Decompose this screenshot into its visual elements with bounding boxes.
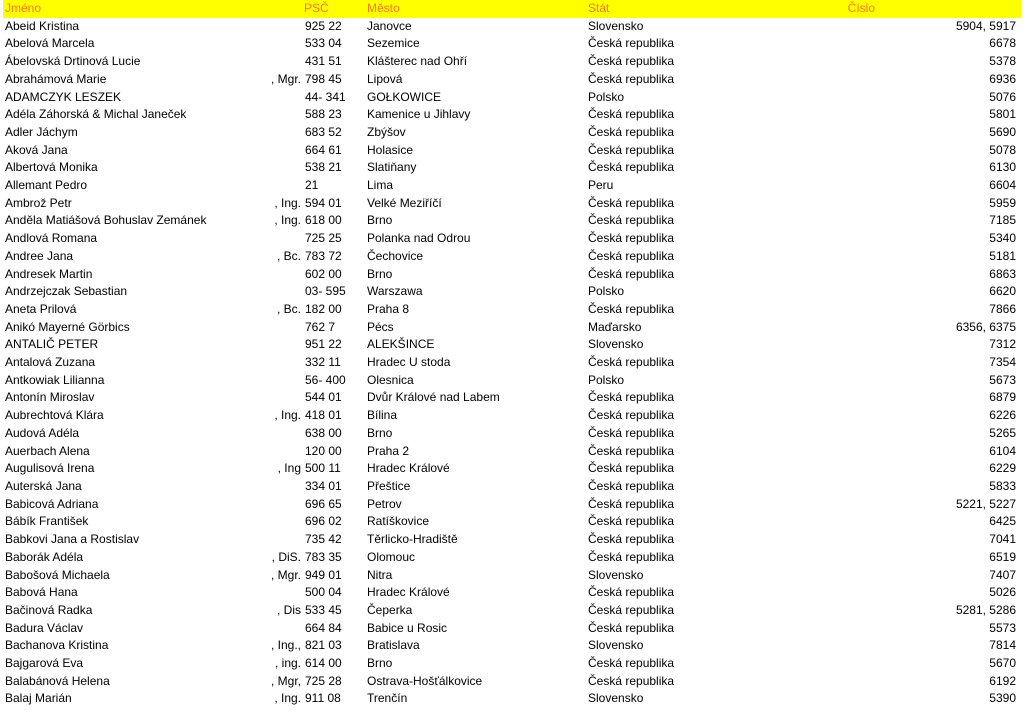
cell-psc: 696 65 <box>305 496 342 511</box>
cell-state: Slovensko <box>588 691 644 706</box>
cell-number: 6863 <box>989 266 1016 281</box>
cell-city: Brno <box>367 213 393 228</box>
cell-psc: 533 45 <box>305 602 342 617</box>
cell-title <box>265 266 302 284</box>
cell-number: 5573 <box>989 620 1016 635</box>
cell-name: Aková Jana <box>5 142 68 157</box>
cell-title <box>265 106 302 124</box>
cell-number: 7185 <box>989 213 1016 228</box>
cell-title <box>265 142 302 160</box>
cell-state: Česká republika <box>588 443 675 458</box>
cell-psc: 538 21 <box>305 160 342 175</box>
cell-city: ALEKŠINCE <box>367 337 435 352</box>
cell-title <box>265 124 302 142</box>
cell-title <box>265 354 302 372</box>
cell-state: Slovensko <box>588 567 644 582</box>
cell-state: Polsko <box>588 89 625 104</box>
cell-psc: 500 11 <box>305 461 341 476</box>
cell-title: , Bc. <box>276 301 301 316</box>
table-row <box>3 35 1021 53</box>
cell-state: Česká republika <box>588 71 675 86</box>
cell-title <box>265 18 302 36</box>
table-row <box>3 389 1021 407</box>
table-row <box>3 531 1021 549</box>
table-row <box>3 89 1021 107</box>
contacts-table <box>3 0 1021 708</box>
cell-number: 6192 <box>989 673 1016 688</box>
cell-name: Bačinová Radka <box>5 602 93 617</box>
cell-name: ANTALIČ PETER <box>5 337 99 352</box>
table-row <box>3 142 1021 160</box>
cell-psc: 949 01 <box>305 567 342 582</box>
cell-city: Hradec Králové <box>367 585 450 600</box>
header-title <box>265 0 302 18</box>
cell-city: Brno <box>367 656 393 671</box>
cell-city: Polanka nad Odrou <box>367 231 471 246</box>
cell-psc: 762 7 <box>305 319 336 334</box>
table-row <box>3 230 1021 248</box>
cell-name: Adéla Záhorská & Michal Janeček <box>5 107 187 122</box>
cell-psc: 735 42 <box>305 532 342 547</box>
cell-state: Česká republika <box>588 301 675 316</box>
cell-name: Bachanova Kristina <box>5 638 109 653</box>
cell-name: Aneta Prilová <box>5 301 77 316</box>
cell-state: Česká republika <box>588 673 675 688</box>
cell-title <box>265 531 302 549</box>
cell-title <box>265 620 302 638</box>
cell-title: , Ing. <box>274 213 301 228</box>
cell-psc: 618 00 <box>305 213 342 228</box>
cell-psc: 683 52 <box>305 124 342 139</box>
cell-name: Andree Jana <box>5 248 74 263</box>
cell-name: Bábík František <box>5 514 89 529</box>
table-row <box>3 690 1021 708</box>
cell-name: Babkovi Jana a Rostislav <box>5 532 140 547</box>
cell-title <box>265 478 302 496</box>
cell-number: 7407 <box>989 567 1016 582</box>
cell-state: Česká republika <box>588 195 675 210</box>
header-row <box>3 0 1021 18</box>
cell-state: Česká republika <box>588 355 675 370</box>
cell-name: Allemant Pedro <box>5 178 88 193</box>
cell-state: Polsko <box>588 372 625 387</box>
cell-city: Olomouc <box>367 549 416 564</box>
cell-number: 5076 <box>989 89 1016 104</box>
cell-title <box>265 389 302 407</box>
cell-state: Česká republika <box>588 549 675 564</box>
cell-title: , Ing. <box>274 691 301 706</box>
table-row <box>3 372 1021 390</box>
cell-state: Česká republika <box>588 620 675 635</box>
cell-state: Česká republika <box>588 390 675 405</box>
cell-city: Praha 2 <box>367 443 410 458</box>
cell-state: Peru <box>588 178 614 193</box>
cell-psc: 332 11 <box>305 355 341 370</box>
table-row <box>3 283 1021 301</box>
cell-city: Olesnica <box>367 372 414 387</box>
cell-state: Česká republika <box>588 213 675 228</box>
cell-state: Česká republika <box>588 266 675 281</box>
cell-number: 6226 <box>989 408 1016 423</box>
cell-title: , Ing. <box>274 408 301 423</box>
table-row <box>3 18 1021 36</box>
cell-number: 6604 <box>989 178 1016 193</box>
cell-number: 5378 <box>989 54 1016 69</box>
table-row <box>3 106 1021 124</box>
cell-state: Polsko <box>588 284 625 299</box>
cell-psc: 182 00 <box>305 301 342 316</box>
cell-psc: 544 01 <box>305 390 342 405</box>
table-row <box>3 513 1021 531</box>
table-row <box>3 496 1021 514</box>
table-row <box>3 425 1021 443</box>
cell-name: Baborák Adéla <box>5 549 84 564</box>
cell-city: Babice u Rosic <box>367 620 448 635</box>
cell-number: 7312 <box>989 337 1016 352</box>
cell-title <box>265 443 302 461</box>
cell-city: Brno <box>367 425 393 440</box>
cell-number: 5904, 5917 <box>955 18 1016 33</box>
cell-psc: 638 00 <box>305 425 342 440</box>
cell-psc: 664 84 <box>305 620 342 635</box>
cell-city: Petrov <box>367 496 402 511</box>
cell-number: 5181 <box>989 248 1016 263</box>
cell-city: GOŁKOWICE <box>367 89 442 104</box>
table-row <box>3 584 1021 602</box>
header-city: Město <box>367 1 400 15</box>
cell-psc: 44- 341 <box>305 89 346 104</box>
cell-number: 5221, 5227 <box>955 496 1016 511</box>
table-row <box>3 567 1021 585</box>
cell-number: 6229 <box>989 461 1016 476</box>
table-row <box>3 602 1021 620</box>
cell-city: Bílina <box>367 408 398 423</box>
cell-title: , Mgr. <box>270 71 301 86</box>
cell-city: Bratislava <box>367 638 420 653</box>
cell-title <box>265 283 302 301</box>
cell-state: Slovensko <box>588 18 644 33</box>
cell-name: Augulisová Irena <box>5 461 95 476</box>
cell-psc: 588 23 <box>305 107 342 122</box>
cell-number: 5690 <box>989 124 1016 139</box>
header-psc: PSČ <box>304 1 329 15</box>
cell-city: Lima <box>367 178 394 193</box>
cell-psc: 602 00 <box>305 266 342 281</box>
cell-name: Adler Jáchym <box>5 124 78 139</box>
cell-title: , Mgr, <box>270 673 301 688</box>
cell-name: Babošová Michaela <box>5 567 110 582</box>
cell-psc: 533 04 <box>305 36 342 51</box>
cell-psc: 334 01 <box>305 478 342 493</box>
cell-city: Ostrava-Hošťálkovice <box>367 673 483 688</box>
cell-title <box>265 159 302 177</box>
cell-title: , Dis <box>277 602 301 617</box>
cell-title <box>265 230 302 248</box>
cell-city: Lipová <box>367 71 403 86</box>
cell-city: Dvůr Králové nad Labem <box>367 390 500 405</box>
cell-psc: 725 25 <box>305 231 342 246</box>
cell-state: Česká republika <box>588 461 675 476</box>
cell-psc: 594 01 <box>305 195 342 210</box>
cell-psc: 783 35 <box>305 549 342 564</box>
cell-city: Klášterec nad Ohří <box>367 54 468 69</box>
cell-title <box>265 425 302 443</box>
cell-city: Přeštice <box>367 478 411 493</box>
table-row <box>3 266 1021 284</box>
table-row <box>3 549 1021 567</box>
cell-number: 6425 <box>989 514 1016 529</box>
table-row <box>3 637 1021 655</box>
cell-name: Abrahámová Marie <box>5 71 107 86</box>
cell-state: Česká republika <box>588 425 675 440</box>
cell-title <box>265 372 302 390</box>
table-row <box>3 195 1021 213</box>
cell-name: Badura Václav <box>5 620 84 635</box>
cell-title <box>265 496 302 514</box>
table-row <box>3 177 1021 195</box>
cell-name: Antonín Miroslav <box>5 390 95 405</box>
cell-state: Česká republika <box>588 160 675 175</box>
cell-name: Ambrož Petr <box>5 195 72 210</box>
cell-name: Balabánová Helena <box>5 673 110 688</box>
cell-state: Česká republika <box>588 107 675 122</box>
cell-number: 6356, 6375 <box>955 319 1016 334</box>
cell-name: Abeid Kristina <box>5 18 80 33</box>
cell-number: 6936 <box>989 71 1016 86</box>
cell-city: Brno <box>367 266 393 281</box>
table-row <box>3 319 1021 337</box>
cell-city: Pécs <box>367 319 394 334</box>
cell-name: Bajgarová Eva <box>5 656 84 671</box>
cell-number: 7354 <box>989 355 1016 370</box>
cell-number: 6519 <box>989 549 1016 564</box>
cell-name: Auerbach Alena <box>5 443 90 458</box>
cell-name: Abelová Marcela <box>5 36 95 51</box>
table-row <box>3 53 1021 71</box>
cell-number: 7866 <box>989 301 1016 316</box>
cell-city: Praha 8 <box>367 301 410 316</box>
cell-city: Holasice <box>367 142 414 157</box>
table-row <box>3 248 1021 266</box>
cell-state: Česká republika <box>588 36 675 51</box>
cell-state: Slovensko <box>588 337 644 352</box>
cell-city: Trenčín <box>367 691 408 706</box>
cell-title <box>265 89 302 107</box>
cell-state: Česká republika <box>588 124 675 139</box>
cell-city: Janovce <box>367 18 412 33</box>
header-state: Stát <box>588 1 610 15</box>
cell-name: ADAMCZYK LESZEK <box>5 89 122 104</box>
cell-psc: 664 61 <box>305 142 342 157</box>
table-row <box>3 478 1021 496</box>
cell-number: 6104 <box>989 443 1016 458</box>
cell-number: 6130 <box>989 160 1016 175</box>
table-row <box>3 673 1021 691</box>
cell-state: Česká republika <box>588 532 675 547</box>
cell-city: Čechovice <box>367 248 424 263</box>
cell-psc: 911 08 <box>305 691 341 706</box>
cell-psc: 798 45 <box>305 71 342 86</box>
cell-title: , Bc. <box>276 248 301 263</box>
cell-state: Česká republika <box>588 54 675 69</box>
cell-name: Ábelovská Drtinová Lucie <box>5 54 141 69</box>
cell-title: , Ing <box>277 461 301 476</box>
cell-name: Andresek Martin <box>5 266 93 281</box>
cell-state: Slovensko <box>588 638 644 653</box>
cell-city: Kamenice u Jihlavy <box>367 107 471 122</box>
cell-name: Babicová Adriana <box>5 496 99 511</box>
cell-name: Babová Hana <box>5 585 78 600</box>
cell-title: , Mgr. <box>270 567 301 582</box>
table-row <box>3 301 1021 319</box>
cell-state: Česká republika <box>588 656 675 671</box>
cell-state: Česká republika <box>588 248 675 263</box>
cell-number: 5281, 5286 <box>955 602 1016 617</box>
cell-title: , Ing., <box>270 638 301 653</box>
cell-state: Česká republika <box>588 231 675 246</box>
cell-psc: 783 72 <box>305 248 342 263</box>
cell-number: 5265 <box>989 425 1016 440</box>
cell-city: Slatiňany <box>367 160 417 175</box>
table-row <box>3 71 1021 89</box>
cell-city: Hradec Králové <box>367 461 450 476</box>
cell-state: Česká republika <box>588 585 675 600</box>
cell-number: 5670 <box>989 656 1016 671</box>
cell-psc: 56- 400 <box>305 372 346 387</box>
cell-title <box>265 584 302 602</box>
cell-city: Hradec U stoda <box>367 355 451 370</box>
cell-city: Nitra <box>367 567 393 582</box>
cell-state: Česká republika <box>588 478 675 493</box>
cell-city: Těrlicko-Hradiště <box>367 532 458 547</box>
table-row <box>3 212 1021 230</box>
cell-psc: 431 51 <box>305 54 342 69</box>
cell-number: 5026 <box>989 585 1016 600</box>
table-row <box>3 336 1021 354</box>
cell-state: Maďarsko <box>588 319 642 334</box>
cell-title <box>265 35 302 53</box>
table-row <box>3 407 1021 425</box>
cell-name: Albertová Monika <box>5 160 98 175</box>
cell-state: Česká republika <box>588 602 675 617</box>
cell-psc: 614 00 <box>305 656 342 671</box>
cell-title <box>265 319 302 337</box>
table-row <box>3 124 1021 142</box>
cell-number: 5390 <box>989 691 1016 706</box>
table-row <box>3 354 1021 372</box>
cell-title: , ing. <box>274 656 301 671</box>
cell-title <box>265 53 302 71</box>
cell-psc: 500 04 <box>305 585 342 600</box>
table-row <box>3 460 1021 478</box>
cell-number: 5833 <box>989 478 1016 493</box>
cell-psc: 925 22 <box>305 18 342 33</box>
cell-name: Andrzejczak Sebastian <box>5 284 128 299</box>
table-row <box>3 655 1021 673</box>
cell-psc: 725 28 <box>305 673 342 688</box>
cell-city: Čeperka <box>367 602 413 617</box>
cell-number: 5673 <box>989 372 1016 387</box>
cell-number: 6678 <box>989 36 1016 51</box>
cell-number: 5959 <box>989 195 1016 210</box>
cell-name: Antalová Zuzana <box>5 355 96 370</box>
header-name: Jméno <box>5 1 42 15</box>
cell-psc: 696 02 <box>305 514 342 529</box>
cell-psc: 418 01 <box>305 408 342 423</box>
cell-title <box>265 177 302 195</box>
cell-title <box>265 513 302 531</box>
cell-title: , Ing. <box>274 195 301 210</box>
cell-city: Velké Meziříčí <box>367 195 442 210</box>
cell-psc: 120 00 <box>305 443 342 458</box>
cell-name: Aubrechtová Klára <box>5 408 104 423</box>
cell-name: Balaj Marián <box>5 691 72 706</box>
cell-number: 5801 <box>989 107 1016 122</box>
cell-name: Audová Adéla <box>5 425 80 440</box>
cell-psc: 21 <box>305 178 319 193</box>
table-row <box>3 443 1021 461</box>
cell-city: Ratíškovice <box>367 514 430 529</box>
cell-psc: 951 22 <box>305 337 342 352</box>
cell-number: 5078 <box>989 142 1016 157</box>
cell-state: Česká republika <box>588 514 675 529</box>
cell-psc: 03- 595 <box>305 284 346 299</box>
cell-city: Warszawa <box>367 284 423 299</box>
cell-name: Antkowiak Lilianna <box>5 372 105 387</box>
cell-name: Andlová Romana <box>5 231 98 246</box>
cell-number: 5340 <box>989 231 1016 246</box>
table-row <box>3 159 1021 177</box>
table-row <box>3 620 1021 638</box>
cell-name: Auterská Jana <box>5 478 82 493</box>
cell-state: Česká republika <box>588 142 675 157</box>
cell-title: , DiS. <box>271 549 301 564</box>
cell-city: Sezemice <box>367 36 420 51</box>
header-number: Číslo <box>847 1 875 15</box>
cell-state: Česká republika <box>588 496 675 511</box>
cell-city: Zbýšov <box>367 124 406 139</box>
cell-number: 6879 <box>989 390 1016 405</box>
cell-name: Anikó Mayerné Görbics <box>5 319 130 334</box>
cell-psc: 821 03 <box>305 638 342 653</box>
cell-title <box>265 336 302 354</box>
cell-number: 7814 <box>989 638 1016 653</box>
cell-name: Anděla Matiášová Bohuslav Zemánek <box>5 213 207 228</box>
cell-number: 7041 <box>989 532 1016 547</box>
cell-state: Česká republika <box>588 408 675 423</box>
cell-number: 6620 <box>989 284 1016 299</box>
